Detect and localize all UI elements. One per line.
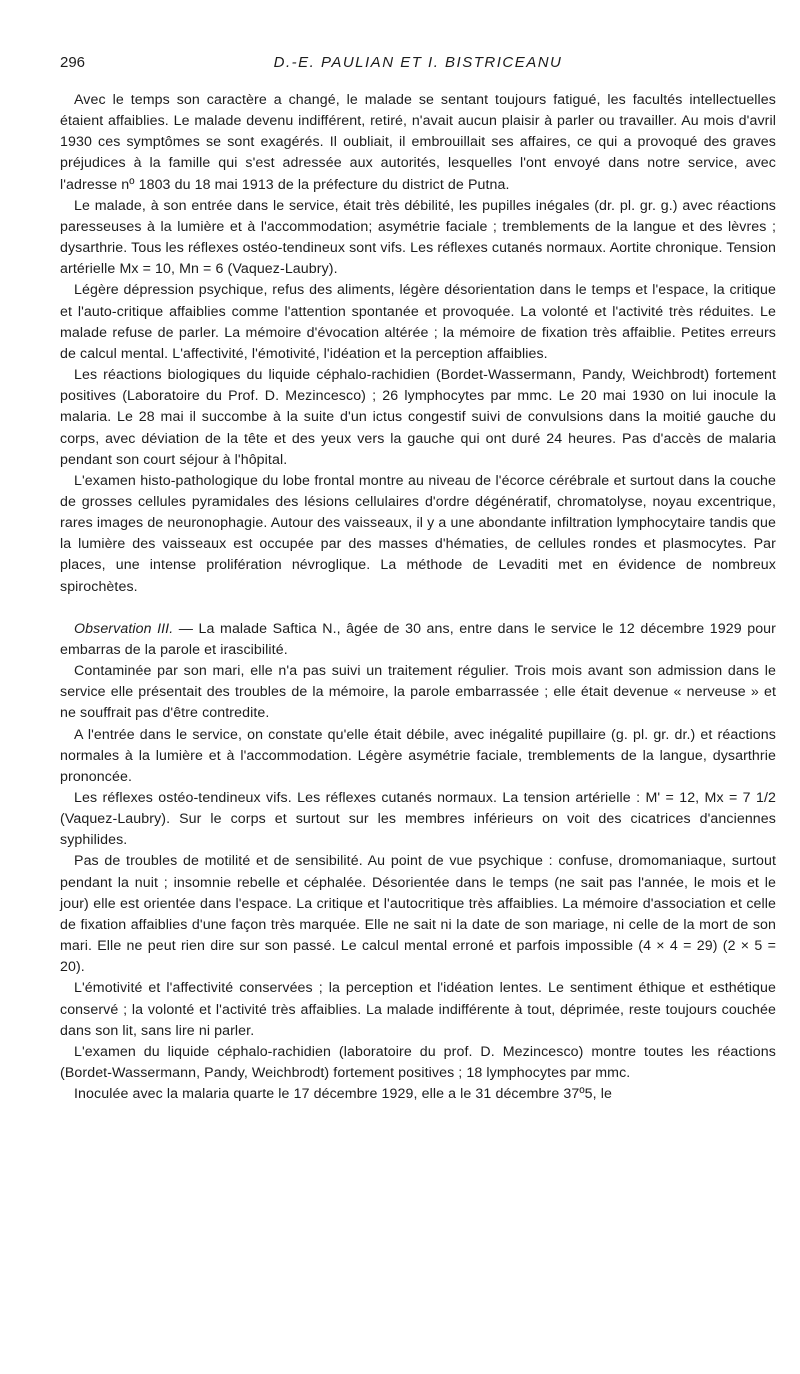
- paragraph: Inoculée avec la malaria quarte le 17 décembre 1929, elle a le 31 décembre 37º5, le: [74, 1086, 612, 1103]
- paragraph: L'émotivité et l'affectivité conservées ; la perception et l'idéation lentes. Le sentiment éthique et esthétique conservé ; la volonté et l'activité très affaiblies. La malade indifférente à tout, déprimée, reste toujours couchée dans son lit, sans lire ni parler.: [60, 980, 776, 1039]
- paragraph: A l'entrée dans le service, on constate qu'elle était débile, avec inégalité pupillaire (g. pl. gr. dr.) et réactions normales à la lumière et à l'accommodation. Légère asymétrie faciale, tremblements de la langue, dysarthrie prononcée.: [60, 726, 776, 785]
- paragraph: Avec le temps son caractère a changé, le malade se sentant toujours fatigué, les facultés intellectuelles étaient affaiblies. Le malade devenu indifférent, retiré, n'avait aucun plaisir à parler ou travailler. Au mois d'avril 1930 ces symptômes se sont exagérés. Il oubliait, il embrouillait ses affaires, ce qui a provoqué des graves préjudices à la famille qui s'est adressée aux autorités, lesquelles l'ont envoyé dans notre service, avec l'adresse nº 1803 du 18 mai 1913 de la préfecture du district de Putna.: [60, 92, 776, 193]
- paragraph: Légère dépression psychique, refus des aliments, légère désorientation dans le temps et l'espace, la critique et l'auto-critique affaiblies comme l'attention spontanée et provoquée. La volonté et l'activité très réduites. Le malade refuse de parler. La mémoire d'évocation altérée ; la mémoire de fixation très affaiblie. Petites erreurs de calcul mental. L'affectivité, l'émotivité, l'idéation et la perception affaiblies.: [60, 282, 776, 362]
- observation-label: Observation III.: [74, 620, 174, 637]
- running-title: D.-E. PAULIAN ET I. BISTRICEANU: [273, 54, 563, 71]
- page-header: [60, 54, 776, 78]
- page-body: [60, 90, 776, 1105]
- paragraph: Pas de troubles de motilité et de sensibilité. Au point de vue psychique : confuse, dromomaniaque, surtout pendant la nuit ; insomnie rebelle et céphalée. Désorientée dans le temps (ne sait pas l'année, le mois et le jour) elle est orientée dans l'espace. La critique et l'autocritique très affaiblies. La mémoire d'association et celle de fixation affaiblies d'une façon très marquée. Elle ne sait ni la date de son mariage, ni celle de la mort de son mari. Elle ne peut rien dire sur son passé. Le calcul mental erroné et parfois impossible (4 × 4 = 29) (2 × 5 = 20).: [60, 853, 776, 976]
- observation-paragraph: [60, 619, 776, 661]
- paragraph: Les réflexes ostéo-tendineux vifs. Les réflexes cutanés normaux. La tension artérielle : M' = 12, Mx = 7 1/2 (Vaquez-Laubry). Sur le corps et surtout sur les membres inférieurs on voit des cicatrices d'anciennes syphilides.: [60, 790, 776, 849]
- page-number: 296: [60, 54, 86, 71]
- observation-text: — La malade Saftica N., âgée de 30 ans, entre dans le service le 12 décembre 1929 pour embarras de la parole et irascibilité.: [60, 620, 776, 658]
- paragraph: L'examen du liquide céphalo-rachidien (laboratoire du prof. D. Mezincesco) montre toutes les réactions (Bordet-Wassermann, Pandy, Weichbrodt) fortement positives ; 18 lymphocytes par mmc.: [60, 1043, 776, 1082]
- paragraph: Contaminée par son mari, elle n'a pas suivi un traitement régulier. Trois mois avant son admission dans le service elle présentait des troubles de la mémoire, la parole embarrassée ; elle était devenue « nerveuse » et ne souffrait pas d'être contredite.: [60, 663, 776, 722]
- paragraph: Le malade, à son entrée dans le service, était très débilité, les pupilles inégales (dr. pl. gr. g.) avec réactions paresseuses à la lumière et à l'accommodation; asymétrie faciale ; tremblements de la langue et des lèvres ; dysarthrie. Tous les réflexes ostéo-tendineux sont vifs. Les réflexes cutanés normaux. Aortite chronique. Tension artérielle Mx = 10, Mn = 6 (Vaquez-Laubry).: [60, 197, 776, 278]
- paragraph: L'examen histo-pathologique du lobe frontal montre au niveau de l'écorce cérébrale et surtout dans la couche de grosses cellules pyramidales des lésions cellulaires d'ordre dégénératif, chromatolyse, noyau excentrique, rares images de neuronophagie. Autour des vaisseaux, il y a une abondante infiltration lymphocytaire tandis que la lumière des vaisseaux est occupée par des masses d'hématies, de cellules rondes et plasmocytes. Par places, une intense prolifération névroglique. La méthode de Levaditi met en évidence de nombreux spirochètes.: [60, 472, 776, 595]
- paragraph: Les réactions biologiques du liquide céphalo-rachidien (Bordet-Wassermann, Pandy, Weichbrodt) fortement positives (Laboratoire du Prof. D. Mezincesco) ; 26 lymphocytes par mmc. Le 20 mai 1930 on lui inocule la malaria. Le 28 mai il succombe à la suite d'un ictus congestif suivi de convulsions dans la moitié gauche du corps, avec déviation de la tête et des yeux vers la gauche qui ont duré 24 heures. Pas d'accès de malaria pendant son court séjour à l'hôpital.: [60, 367, 776, 468]
